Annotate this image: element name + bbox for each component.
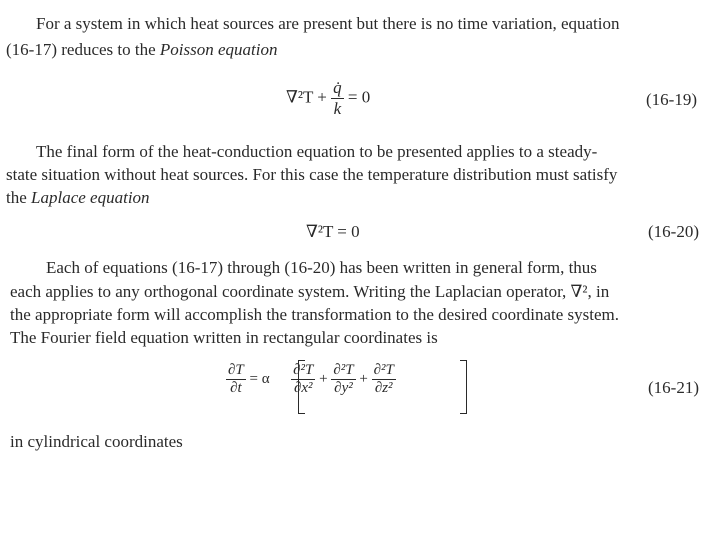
paragraph2-line2: state situation without heat sources. For this case the temperature distribution must satisfy [6,165,618,184]
paragraph3-line1: Each of equations (16-17) through (16-20) has been written in general form, thus [46,258,597,277]
paragraph3-line3: the appropriate form will accomplish the transformation to the desired coordinate system. [10,305,619,324]
eq21-lhs-den: ∂t [226,379,246,397]
right-bracket [460,360,467,414]
eq21-lhs-num: ∂T [228,362,244,378]
laplace-equation-term: Laplace equation [31,188,150,207]
paragraph1-line2 [6,40,277,60]
paragraph3-line2: each applies to any orthogonal coordinate system. Writing the Laplacian operator, ∇², in [10,282,610,301]
eq21-term-z-num: ∂²T [373,362,394,378]
eq21-term-y [331,362,355,397]
paragraph2-line1: The final form of the heat-conduction equation to be presented applies to a steady- [36,142,598,161]
eq21-term-x-den: ∂x² [291,379,315,397]
eq21-equals-alpha: = α [249,370,270,387]
eq19-denominator: k [331,98,344,119]
eq21-plus-2: + [359,370,368,387]
equation-number-16-20: (16-20) [648,222,699,241]
equation-16-19 [286,78,370,119]
eq21-term-x-num: ∂²T [293,362,314,378]
equation-16-20: ∇²T = 0 [306,222,360,241]
eq19-numerator: q̇ [333,78,342,97]
paragraph1-line1: For a system in which heat sources are present but there is no time variation, equation [36,14,620,33]
eq19-fraction [331,78,344,119]
eq21-term-y-num: ∂²T [333,362,354,378]
paragraph3-line4: The Fourier field equation written in rectangular coordinates is [10,328,438,347]
paragraph4-line1: in cylindrical coordinates [10,432,183,451]
poisson-equation-term: Poisson equation [159,40,278,59]
eq21-term-z [372,362,396,397]
eq21-term-y-den: ∂y² [331,379,355,397]
left-bracket [298,360,305,414]
equation-number-16-19: (16-19) [646,90,697,109]
equation-16-21 [226,362,396,397]
eq19-rhs: = 0 [347,87,371,107]
eq21-lhs [226,362,246,397]
paragraph1-line2-text: (16-17) reduces to the [6,40,160,59]
eq21-term-z-den: ∂z² [372,379,396,397]
paragraph2-line3-text: the [6,188,32,207]
eq19-laplacian: ∇²T + [286,87,327,107]
equation-number-16-21: (16-21) [648,378,699,397]
paragraph2-line3 [6,188,150,208]
eq21-plus-1: + [319,370,328,387]
